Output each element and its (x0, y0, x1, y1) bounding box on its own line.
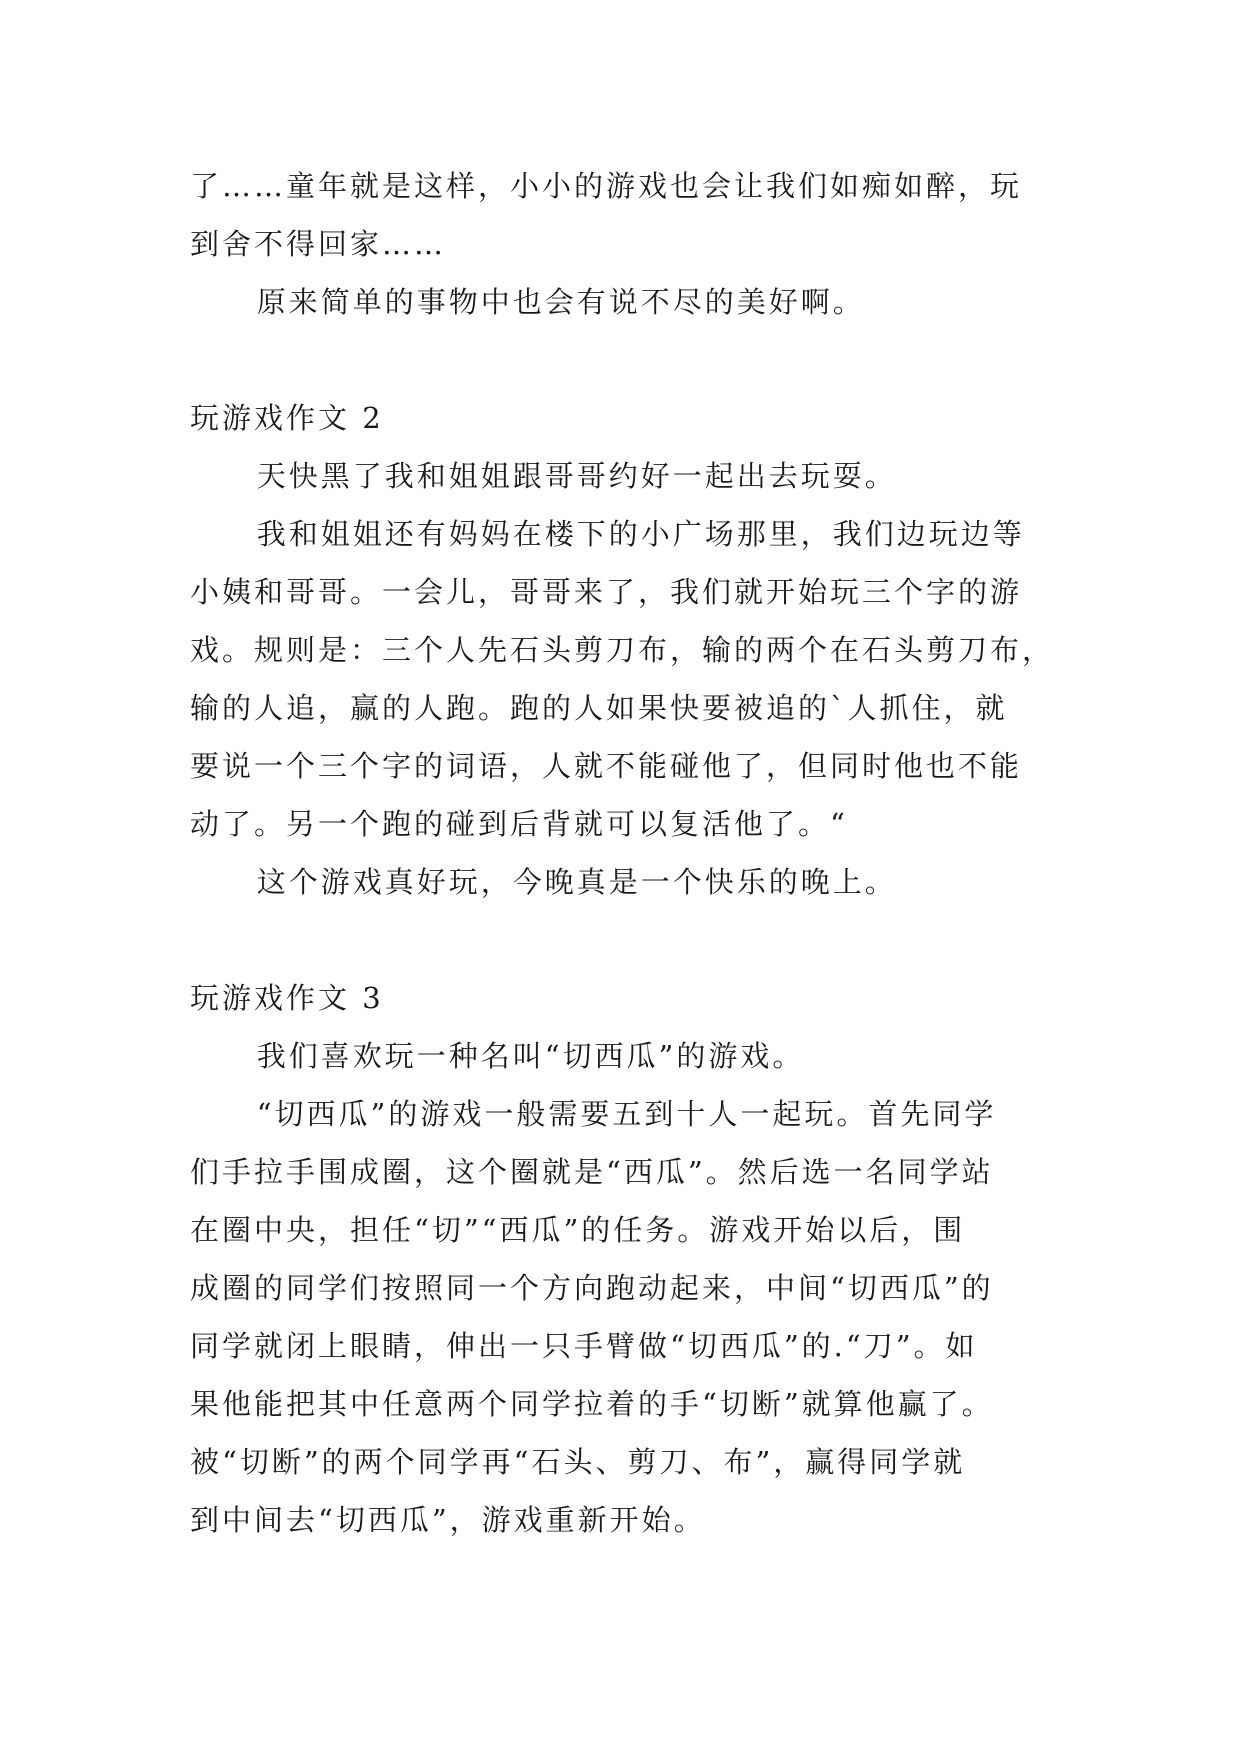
paragraph-continued: 了……童年就是这样，小小的游戏也会让我们如痴如醉，玩 到舍不得回家…… (190, 169, 1023, 261)
paragraph: “切西瓜”的游戏一般需要五到十人一起玩。首先同学 们手拉手围成圈，这个圈就是“西瓜”。然后选一名同学站 在圈中央，担任“切”“西瓜”的任务。游戏开始以后，围 成圈的同学们按照同一个方向跑动起来，中间“切西瓜”的 同学就闭上眼睛，伸出一只手臂做“切西瓜”的.“刀”。如 果他能把其中任意两个同学拉着的手“切断”就算他赢了。 被“切断”的两个同学再“石头、剪刀、布”，赢得同学就 到中间去“切西瓜”，游戏重新开始。 (190, 1097, 997, 1537)
paragraph: 原来简单的事物中也会有说不尽的美好啊。 (256, 285, 865, 319)
paragraph: 我们喜欢玩一种名叫“切西瓜”的游戏。 (256, 1039, 805, 1073)
paragraph: 天快黑了我和姐姐跟哥哥约好一起出去玩耍。 (256, 459, 897, 493)
section-spacer (190, 331, 1070, 389)
document-body (190, 157, 1070, 1549)
paragraph: 这个游戏真好玩，今晚真是一个快乐的晚上。 (256, 865, 897, 899)
section-spacer (190, 911, 1070, 969)
paragraph: 我和姐姐还有妈妈在楼下的小广场那里，我们边玩边等 小姨和哥哥。一会儿，哥哥来了，我们就开始玩三个字的游 戏。规则是：三个人先石头剪刀布，输的两个在石头剪刀布， 输的人追，赢的人跑。跑的人如果快要被追的`人抓住，就 要说一个三个字的词语，人就不能碰他了，但同时他也不能 动了。另一个跑的碰到后背就可以复活他了。“ (190, 517, 1055, 841)
section-heading: 玩游戏作文 3 (190, 981, 384, 1015)
section-heading: 玩游戏作文 2 (190, 401, 384, 435)
